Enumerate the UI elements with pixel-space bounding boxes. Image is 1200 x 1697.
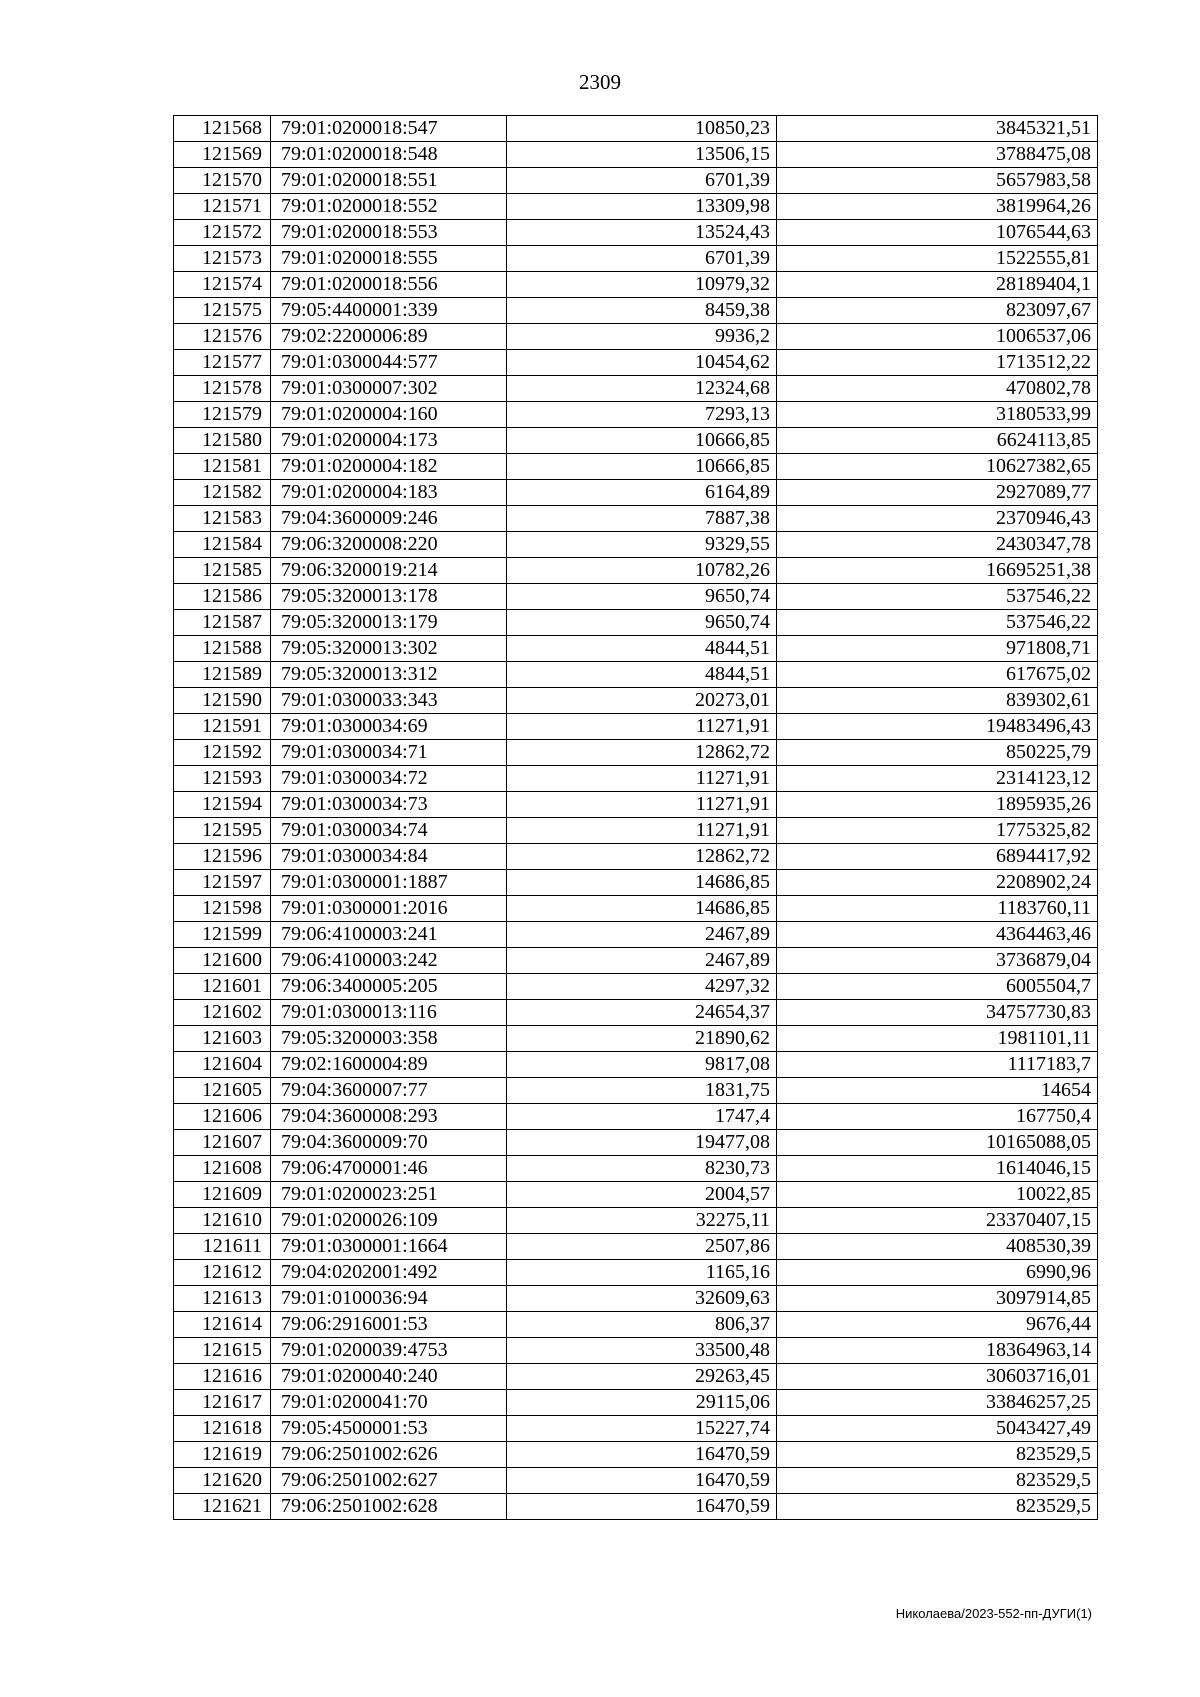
cadastral-number-cell: 79:01:0200018:551: [271, 168, 507, 194]
cost-cell: 6005504,7: [777, 974, 1098, 1000]
table-row: [174, 1468, 1098, 1494]
value-cell: 10666,85: [507, 454, 777, 480]
cost-cell: 2314123,12: [777, 766, 1098, 792]
cadastral-number-cell: 79:01:0200018:552: [271, 194, 507, 220]
value-cell: 9650,74: [507, 584, 777, 610]
cost-cell: 167750,4: [777, 1104, 1098, 1130]
row-id-cell: 121576: [174, 324, 271, 350]
cost-cell: 23370407,15: [777, 1208, 1098, 1234]
value-cell: 6701,39: [507, 246, 777, 272]
table-body: [174, 116, 1098, 1520]
table-row: [174, 922, 1098, 948]
cadastral-number-cell: 79:05:3200013:178: [271, 584, 507, 610]
table-row: [174, 558, 1098, 584]
cost-cell: 839302,61: [777, 688, 1098, 714]
row-id-cell: 121610: [174, 1208, 271, 1234]
cadastral-number-cell: 79:01:0200018:547: [271, 116, 507, 142]
cadastral-number-cell: 79:01:0300001:1664: [271, 1234, 507, 1260]
value-cell: 9936,2: [507, 324, 777, 350]
cadastral-number-cell: 79:06:4700001:46: [271, 1156, 507, 1182]
cadastral-number-cell: 79:04:0202001:492: [271, 1260, 507, 1286]
page-number: 2309: [579, 70, 621, 94]
value-cell: 10782,26: [507, 558, 777, 584]
cost-cell: 10627382,65: [777, 454, 1098, 480]
value-cell: 4844,51: [507, 636, 777, 662]
row-id-cell: 121577: [174, 350, 271, 376]
table-row: [174, 818, 1098, 844]
row-id-cell: 121590: [174, 688, 271, 714]
table-row: [174, 272, 1098, 298]
value-cell: 11271,91: [507, 792, 777, 818]
cost-cell: 1076544,63: [777, 220, 1098, 246]
row-id-cell: 121616: [174, 1364, 271, 1390]
cost-cell: 33846257,25: [777, 1390, 1098, 1416]
row-id-cell: 121585: [174, 558, 271, 584]
cost-cell: 34757730,83: [777, 1000, 1098, 1026]
row-id-cell: 121578: [174, 376, 271, 402]
value-cell: 24654,37: [507, 1000, 777, 1026]
table-row: [174, 896, 1098, 922]
cost-cell: 3180533,99: [777, 402, 1098, 428]
cadastral-number-cell: 79:04:3600009:246: [271, 506, 507, 532]
row-id-cell: 121621: [174, 1494, 271, 1520]
row-id-cell: 121568: [174, 116, 271, 142]
table-row: [174, 1156, 1098, 1182]
cadastral-number-cell: 79:05:3200003:358: [271, 1026, 507, 1052]
cadastral-number-cell: 79:05:3200013:302: [271, 636, 507, 662]
table-row: [174, 610, 1098, 636]
table-row: [174, 1494, 1098, 1520]
table-row: [174, 1078, 1098, 1104]
cost-cell: 30603716,01: [777, 1364, 1098, 1390]
value-cell: 14686,85: [507, 870, 777, 896]
row-id-cell: 121611: [174, 1234, 271, 1260]
value-cell: 11271,91: [507, 714, 777, 740]
data-table: [173, 115, 1098, 1520]
row-id-cell: 121583: [174, 506, 271, 532]
cost-cell: 537546,22: [777, 610, 1098, 636]
table-row: [174, 506, 1098, 532]
value-cell: 1165,16: [507, 1260, 777, 1286]
cadastral-number-cell: 79:01:0300033:343: [271, 688, 507, 714]
cost-cell: 6894417,92: [777, 844, 1098, 870]
table-row: [174, 298, 1098, 324]
value-cell: 10454,62: [507, 350, 777, 376]
table-row: [174, 376, 1098, 402]
row-id-cell: 121574: [174, 272, 271, 298]
value-cell: 1831,75: [507, 1078, 777, 1104]
row-id-cell: 121594: [174, 792, 271, 818]
table-row: [174, 480, 1098, 506]
cost-cell: 470802,78: [777, 376, 1098, 402]
table-row: [174, 974, 1098, 1000]
row-id-cell: 121571: [174, 194, 271, 220]
cost-cell: 850225,79: [777, 740, 1098, 766]
table-row: [174, 766, 1098, 792]
row-id-cell: 121587: [174, 610, 271, 636]
table-row: [174, 1130, 1098, 1156]
row-id-cell: 121615: [174, 1338, 271, 1364]
table-row: [174, 1338, 1098, 1364]
cadastral-number-cell: 79:06:3400005:205: [271, 974, 507, 1000]
table-row: [174, 844, 1098, 870]
cost-cell: 10022,85: [777, 1182, 1098, 1208]
cost-cell: 3097914,85: [777, 1286, 1098, 1312]
row-id-cell: 121591: [174, 714, 271, 740]
table-row: [174, 220, 1098, 246]
cadastral-number-cell: 79:06:2501002:628: [271, 1494, 507, 1520]
row-id-cell: 121579: [174, 402, 271, 428]
value-cell: 16470,59: [507, 1442, 777, 1468]
value-cell: 2507,86: [507, 1234, 777, 1260]
row-id-cell: 121609: [174, 1182, 271, 1208]
cost-cell: 823529,5: [777, 1494, 1098, 1520]
cost-cell: 823097,67: [777, 298, 1098, 324]
value-cell: 33500,48: [507, 1338, 777, 1364]
cadastral-number-cell: 79:02:1600004:89: [271, 1052, 507, 1078]
cost-cell: 1895935,26: [777, 792, 1098, 818]
cadastral-number-cell: 79:04:3600008:293: [271, 1104, 507, 1130]
table-row: [174, 1182, 1098, 1208]
cadastral-number-cell: 79:01:0200004:173: [271, 428, 507, 454]
row-id-cell: 121619: [174, 1442, 271, 1468]
cost-cell: 18364963,14: [777, 1338, 1098, 1364]
cadastral-number-cell: 79:01:0200004:183: [271, 480, 507, 506]
table-row: [174, 1208, 1098, 1234]
cost-cell: 6990,96: [777, 1260, 1098, 1286]
value-cell: 13524,43: [507, 220, 777, 246]
value-cell: 2467,89: [507, 948, 777, 974]
cadastral-number-cell: 79:01:0200018:548: [271, 142, 507, 168]
value-cell: 15227,74: [507, 1416, 777, 1442]
value-cell: 13309,98: [507, 194, 777, 220]
cost-cell: 971808,71: [777, 636, 1098, 662]
table-row: [174, 116, 1098, 142]
value-cell: 8459,38: [507, 298, 777, 324]
cadastral-number-cell: 79:01:0300034:72: [271, 766, 507, 792]
cost-cell: 2430347,78: [777, 532, 1098, 558]
value-cell: 14686,85: [507, 896, 777, 922]
row-id-cell: 121608: [174, 1156, 271, 1182]
value-cell: 10666,85: [507, 428, 777, 454]
cost-cell: 1614046,15: [777, 1156, 1098, 1182]
table-row: [174, 688, 1098, 714]
row-id-cell: 121601: [174, 974, 271, 1000]
cadastral-number-cell: 79:01:0200018:556: [271, 272, 507, 298]
cost-cell: 537546,22: [777, 584, 1098, 610]
value-cell: 10979,32: [507, 272, 777, 298]
value-cell: 11271,91: [507, 766, 777, 792]
cadastral-number-cell: 79:01:0300013:116: [271, 1000, 507, 1026]
cost-cell: 823529,5: [777, 1468, 1098, 1494]
row-id-cell: 121602: [174, 1000, 271, 1026]
table-row: [174, 324, 1098, 350]
cost-cell: 5043427,49: [777, 1416, 1098, 1442]
footer-reference: Николаева/2023-552-пп-ДУГИ(1): [895, 1606, 1092, 1621]
value-cell: 32275,11: [507, 1208, 777, 1234]
table-row: [174, 792, 1098, 818]
row-id-cell: 121589: [174, 662, 271, 688]
table-row: [174, 194, 1098, 220]
value-cell: 4844,51: [507, 662, 777, 688]
cost-cell: 1183760,11: [777, 896, 1098, 922]
cadastral-number-cell: 79:01:0300034:69: [271, 714, 507, 740]
table-row: [174, 636, 1098, 662]
cadastral-number-cell: 79:06:3200019:214: [271, 558, 507, 584]
value-cell: 4297,32: [507, 974, 777, 1000]
value-cell: 10850,23: [507, 116, 777, 142]
cost-cell: 3845321,51: [777, 116, 1098, 142]
row-id-cell: 121580: [174, 428, 271, 454]
row-id-cell: 121573: [174, 246, 271, 272]
table-row: [174, 584, 1098, 610]
table-row: [174, 1364, 1098, 1390]
table-row: [174, 1442, 1098, 1468]
row-id-cell: 121597: [174, 870, 271, 896]
value-cell: 6701,39: [507, 168, 777, 194]
cadastral-number-cell: 79:05:3200013:312: [271, 662, 507, 688]
row-id-cell: 121613: [174, 1286, 271, 1312]
cost-cell: 1006537,06: [777, 324, 1098, 350]
cost-cell: 28189404,1: [777, 272, 1098, 298]
row-id-cell: 121620: [174, 1468, 271, 1494]
cadastral-number-cell: 79:01:0300034:73: [271, 792, 507, 818]
row-id-cell: 121586: [174, 584, 271, 610]
cost-cell: 3819964,26: [777, 194, 1098, 220]
cost-cell: 4364463,46: [777, 922, 1098, 948]
cadastral-number-cell: 79:06:2501002:627: [271, 1468, 507, 1494]
row-id-cell: 121598: [174, 896, 271, 922]
row-id-cell: 121599: [174, 922, 271, 948]
table-row: [174, 870, 1098, 896]
table-row: [174, 1260, 1098, 1286]
row-id-cell: 121582: [174, 480, 271, 506]
cost-cell: 2927089,77: [777, 480, 1098, 506]
value-cell: 1747,4: [507, 1104, 777, 1130]
table-row: [174, 1390, 1098, 1416]
table-row: [174, 1286, 1098, 1312]
cost-cell: 14654: [777, 1078, 1098, 1104]
cost-cell: 3736879,04: [777, 948, 1098, 974]
cost-cell: 823529,5: [777, 1442, 1098, 1468]
cadastral-number-cell: 79:01:0300001:1887: [271, 870, 507, 896]
value-cell: 8230,73: [507, 1156, 777, 1182]
table-row: [174, 168, 1098, 194]
cadastral-number-cell: 79:06:4100003:241: [271, 922, 507, 948]
cadastral-number-cell: 79:01:0200023:251: [271, 1182, 507, 1208]
value-cell: 12862,72: [507, 844, 777, 870]
row-id-cell: 121572: [174, 220, 271, 246]
row-id-cell: 121581: [174, 454, 271, 480]
table-row: [174, 1234, 1098, 1260]
cadastral-number-cell: 79:01:0100036:94: [271, 1286, 507, 1312]
value-cell: 7293,13: [507, 402, 777, 428]
cadastral-number-cell: 79:01:0300044:577: [271, 350, 507, 376]
table-row: [174, 1052, 1098, 1078]
table-row: [174, 142, 1098, 168]
row-id-cell: 121593: [174, 766, 271, 792]
cadastral-number-cell: 79:06:2916001:53: [271, 1312, 507, 1338]
table-row: [174, 1104, 1098, 1130]
value-cell: 2467,89: [507, 922, 777, 948]
table-row: [174, 246, 1098, 272]
row-id-cell: 121617: [174, 1390, 271, 1416]
value-cell: 12862,72: [507, 740, 777, 766]
cadastral-number-cell: 79:04:3600009:70: [271, 1130, 507, 1156]
table-row: [174, 1416, 1098, 1442]
cost-cell: 19483496,43: [777, 714, 1098, 740]
cost-cell: 6624113,85: [777, 428, 1098, 454]
row-id-cell: 121618: [174, 1416, 271, 1442]
row-id-cell: 121600: [174, 948, 271, 974]
row-id-cell: 121606: [174, 1104, 271, 1130]
cost-cell: 1522555,81: [777, 246, 1098, 272]
value-cell: 32609,63: [507, 1286, 777, 1312]
table-row: [174, 1000, 1098, 1026]
cost-cell: 1775325,82: [777, 818, 1098, 844]
row-id-cell: 121592: [174, 740, 271, 766]
cadastral-number-cell: 79:01:0200004:182: [271, 454, 507, 480]
cost-cell: 9676,44: [777, 1312, 1098, 1338]
value-cell: 16470,59: [507, 1468, 777, 1494]
table-row: [174, 454, 1098, 480]
table-row: [174, 350, 1098, 376]
cadastral-number-cell: 79:01:0200041:70: [271, 1390, 507, 1416]
table-row: [174, 714, 1098, 740]
cost-cell: 1713512,22: [777, 350, 1098, 376]
value-cell: 6164,89: [507, 480, 777, 506]
value-cell: 19477,08: [507, 1130, 777, 1156]
cadastral-number-cell: 79:01:0300034:71: [271, 740, 507, 766]
row-id-cell: 121595: [174, 818, 271, 844]
table-row: [174, 1312, 1098, 1338]
row-id-cell: 121612: [174, 1260, 271, 1286]
value-cell: 7887,38: [507, 506, 777, 532]
cadastral-number-cell: 79:02:2200006:89: [271, 324, 507, 350]
table-row: [174, 428, 1098, 454]
cost-cell: 3788475,08: [777, 142, 1098, 168]
cadastral-number-cell: 79:06:3200008:220: [271, 532, 507, 558]
cost-cell: 16695251,38: [777, 558, 1098, 584]
table-row: [174, 662, 1098, 688]
row-id-cell: 121569: [174, 142, 271, 168]
value-cell: 20273,01: [507, 688, 777, 714]
row-id-cell: 121603: [174, 1026, 271, 1052]
cost-cell: 10165088,05: [777, 1130, 1098, 1156]
cadastral-number-cell: 79:01:0300034:74: [271, 818, 507, 844]
cadastral-number-cell: 79:01:0200039:4753: [271, 1338, 507, 1364]
cadastral-number-cell: 79:05:4400001:339: [271, 298, 507, 324]
row-id-cell: 121614: [174, 1312, 271, 1338]
row-id-cell: 121604: [174, 1052, 271, 1078]
table-row: [174, 532, 1098, 558]
row-id-cell: 121596: [174, 844, 271, 870]
value-cell: 9329,55: [507, 532, 777, 558]
table-row: [174, 740, 1098, 766]
cost-cell: 1117183,7: [777, 1052, 1098, 1078]
cadastral-number-cell: 79:01:0200018:555: [271, 246, 507, 272]
cost-cell: 2370946,43: [777, 506, 1098, 532]
row-id-cell: 121584: [174, 532, 271, 558]
value-cell: 9817,08: [507, 1052, 777, 1078]
value-cell: 29115,06: [507, 1390, 777, 1416]
cadastral-number-cell: 79:04:3600007:77: [271, 1078, 507, 1104]
value-cell: 21890,62: [507, 1026, 777, 1052]
table-row: [174, 402, 1098, 428]
cost-cell: 408530,39: [777, 1234, 1098, 1260]
cadastral-number-cell: 79:01:0300034:84: [271, 844, 507, 870]
cadastral-number-cell: 79:01:0300001:2016: [271, 896, 507, 922]
cadastral-number-cell: 79:01:0300007:302: [271, 376, 507, 402]
row-id-cell: 121588: [174, 636, 271, 662]
value-cell: 13506,15: [507, 142, 777, 168]
cost-cell: 2208902,24: [777, 870, 1098, 896]
value-cell: 806,37: [507, 1312, 777, 1338]
cadastral-number-cell: 79:01:0200018:553: [271, 220, 507, 246]
cadastral-number-cell: 79:05:3200013:179: [271, 610, 507, 636]
row-id-cell: 121607: [174, 1130, 271, 1156]
row-id-cell: 121605: [174, 1078, 271, 1104]
table-row: [174, 1026, 1098, 1052]
cadastral-number-cell: 79:05:4500001:53: [271, 1416, 507, 1442]
value-cell: 16470,59: [507, 1494, 777, 1520]
cost-cell: 617675,02: [777, 662, 1098, 688]
value-cell: 11271,91: [507, 818, 777, 844]
value-cell: 9650,74: [507, 610, 777, 636]
value-cell: 12324,68: [507, 376, 777, 402]
cadastral-number-cell: 79:01:0200004:160: [271, 402, 507, 428]
cost-cell: 1981101,11: [777, 1026, 1098, 1052]
row-id-cell: 121570: [174, 168, 271, 194]
row-id-cell: 121575: [174, 298, 271, 324]
cadastral-number-cell: 79:06:4100003:242: [271, 948, 507, 974]
cadastral-number-cell: 79:06:2501002:626: [271, 1442, 507, 1468]
value-cell: 29263,45: [507, 1364, 777, 1390]
cadastral-number-cell: 79:01:0200040:240: [271, 1364, 507, 1390]
cost-cell: 5657983,58: [777, 168, 1098, 194]
value-cell: 2004,57: [507, 1182, 777, 1208]
table-row: [174, 948, 1098, 974]
cadastral-number-cell: 79:01:0200026:109: [271, 1208, 507, 1234]
